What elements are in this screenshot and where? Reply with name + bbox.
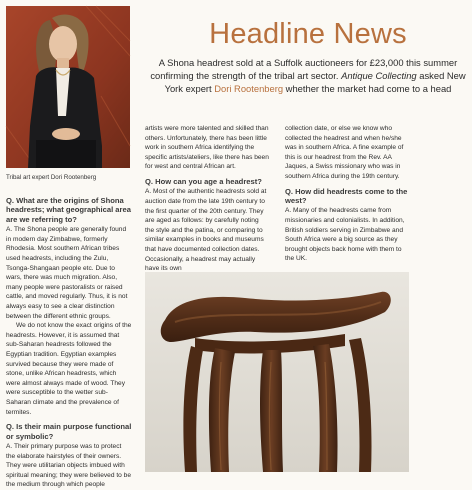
headline: Headline News (209, 18, 407, 50)
question-heading: Q. How can you age a headrest? (145, 176, 262, 186)
article-column-3 (285, 124, 409, 264)
publication-name: Antique Collecting (341, 70, 417, 81)
answer-paragraph: A. Most of the authentic headrests sold at auction date from the late 19th century to the first quarter of the 20th century. They are aged as follows: by carefully noting the style and the patina, or comparing to similar examples in books and museums that have documented collection dates. Occasionally, a headrest may actually have its own (145, 188, 267, 273)
answer-paragraph: We do not know the exact origins of the headrests. However, it is assumed that sub-Saharan headrests followed the Egyptian tradition. Egyptian examples survived because they were made of stone, unlike African headrests, which were almost always made of wood. They were susceptible to the wetter sub-Saharan climate and the prevalence of termites. (6, 322, 132, 416)
question-heading: Q. How did headrests come to the west? (285, 186, 408, 205)
answer-paragraph: A. Many of the headrests came from missionaries and colonialists. In addition, British soldiers serving in Zimbabwe and South Africa were a big source as they brought objects back home with them to the UK. (285, 207, 405, 263)
expert-name: Dori Rootenberg (214, 83, 284, 94)
question-heading: Q. Is their main purpose functional or symbolic? (6, 422, 132, 441)
standfirst-text-2: asked New York expert (164, 70, 466, 94)
article-column-1 (6, 196, 132, 490)
standfirst-text-3: whether the market had come to a head (285, 83, 452, 94)
shona-headrest-photo (145, 272, 409, 472)
standfirst-text: A Shona headrest sold at a Suffolk auctioneers for £23,000 this summer confirming the strength of the tribal art sector. (150, 57, 458, 81)
portrait-caption: Tribal art expert Dori Rootenberg (6, 174, 97, 181)
answer-paragraph: artists were more talented and skilled than others. Unfortunately, there has been little work in southern Africa identifying the specific artists/ateliers, like there has been for west and central African art. (145, 125, 269, 171)
answer-paragraph: A. Their primary purpose was to protect the elaborate hairstyles of their owners. They were utilitarian objects imbued with spiritual meaning; they were believed to be the medium through which people (6, 442, 131, 489)
answer-paragraph: A. The Shona people are generally found in modern day Zimbabwe, formerly Rhodesia. Most southern African tribes used headrests, including the Zulu, Tsonga-Shangaan people etc. Due to wars, there was much migration. Also, many people were pastoralists or raised cattle, and moved regularly. Thus, it is not always easy to see a clear distinction between the different ethnic groups. (6, 226, 128, 320)
article-column-2 (145, 124, 269, 274)
expert-portrait-photo (6, 6, 130, 168)
standfirst (150, 56, 466, 95)
answer-paragraph: collection date, or else we know who collected the headrest and when he/she was in southern Africa. A fine example of this is our headrest from the Rev. AA Jaques, a Swiss missionary who was in southern Africa during the 19th century. (285, 125, 404, 180)
question-heading: Q. What are the origins of Shona headrests; what geographical area are we referring to? (6, 196, 131, 224)
